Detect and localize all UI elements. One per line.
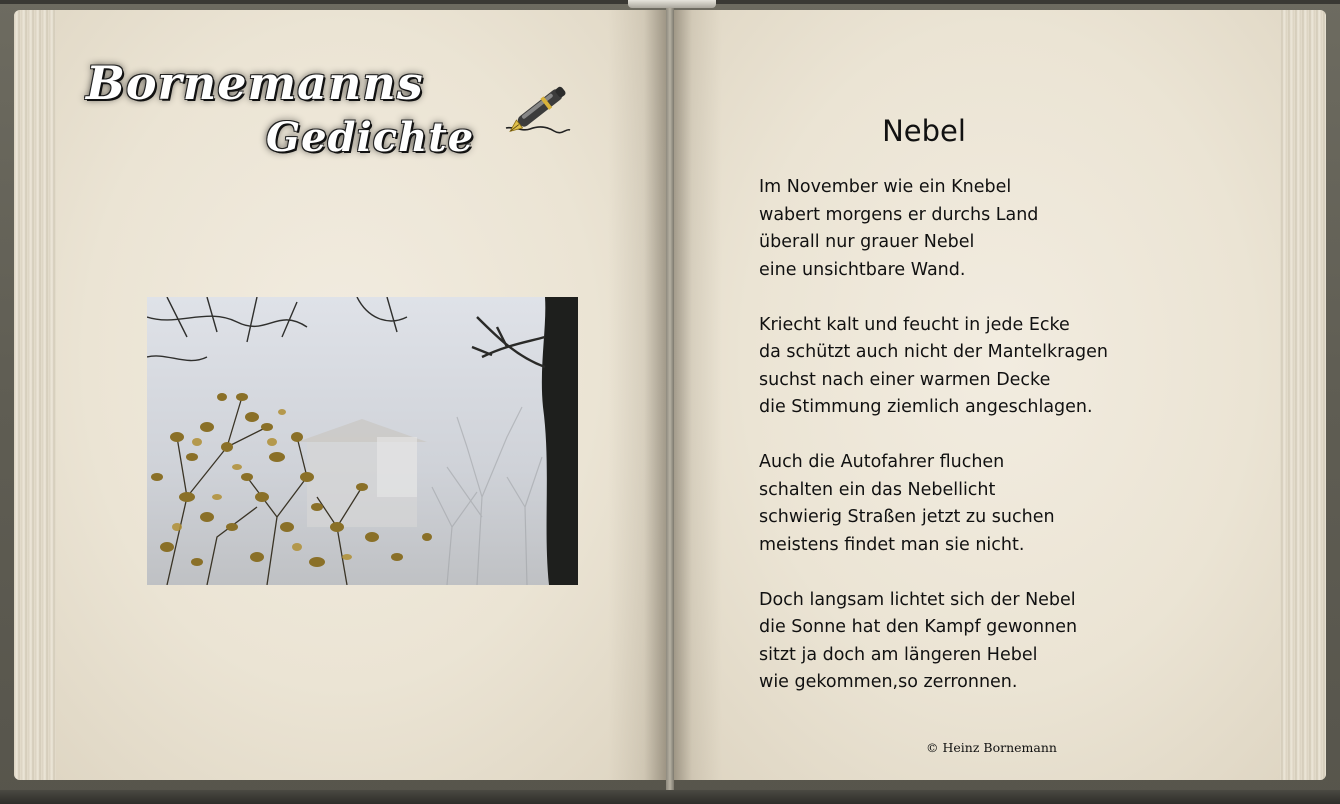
verse-line: sitzt ja doch am längeren Hebel — [759, 644, 1038, 665]
verse-line: die Sonne hat den Kampf gewonnen — [759, 617, 1078, 637]
verse-line: Auch die Autofahrer fluchen — [759, 452, 1005, 472]
verse-line: überall nur grauer Nebel — [759, 232, 975, 252]
verse-line: schwierig Straßen jetzt zu suchen — [759, 507, 1055, 527]
book-spine — [666, 0, 674, 790]
verse-line: wabert morgens er durchs Land — [759, 204, 1039, 225]
verse-line: da schützt auch nicht der Mantelkragen — [759, 342, 1109, 362]
poem-stanza — [759, 449, 1179, 559]
verse-line: Doch langsam lichtet sich der Nebel — [759, 589, 1076, 610]
poem-body — [759, 174, 1179, 724]
verse-line: Im November wie ein Knebel — [759, 177, 1012, 197]
verse-line: suchst nach einer warmen Decke — [759, 369, 1051, 390]
logo-line-bornemanns: Bornemanns — [86, 56, 424, 110]
verse-line: eine unsichtbare Wand. — [759, 259, 966, 280]
poem-stanza — [759, 312, 1179, 422]
cover-bottom-edge — [0, 790, 1340, 804]
foggy-autumn-trees-photo — [147, 297, 578, 585]
copyright-notice: © Heinz Bornemann — [926, 740, 1057, 755]
fountain-pen-icon — [500, 76, 578, 138]
left-page-edges — [14, 10, 56, 780]
poem-stanza — [759, 587, 1179, 697]
right-gutter-shadow — [672, 10, 722, 780]
verse-line: meistens findet man sie nicht. — [759, 534, 1025, 555]
logo-line-gedichte: Gedichte — [266, 114, 475, 161]
verse-line: schalten ein das Nebellicht — [759, 479, 996, 500]
left-gutter-shadow — [608, 10, 668, 780]
spine-clip — [628, 0, 716, 8]
verse-line: Kriecht kalt und feucht in jede Ecke — [759, 314, 1070, 335]
poem-title: Nebel — [882, 114, 966, 148]
verse-line: wie gekommen,so zerronnen. — [759, 672, 1018, 692]
right-page-edges — [1280, 10, 1326, 780]
verse-line: die Stimmung ziemlich angeschlagen. — [759, 397, 1093, 417]
poem-stanza — [759, 174, 1179, 284]
